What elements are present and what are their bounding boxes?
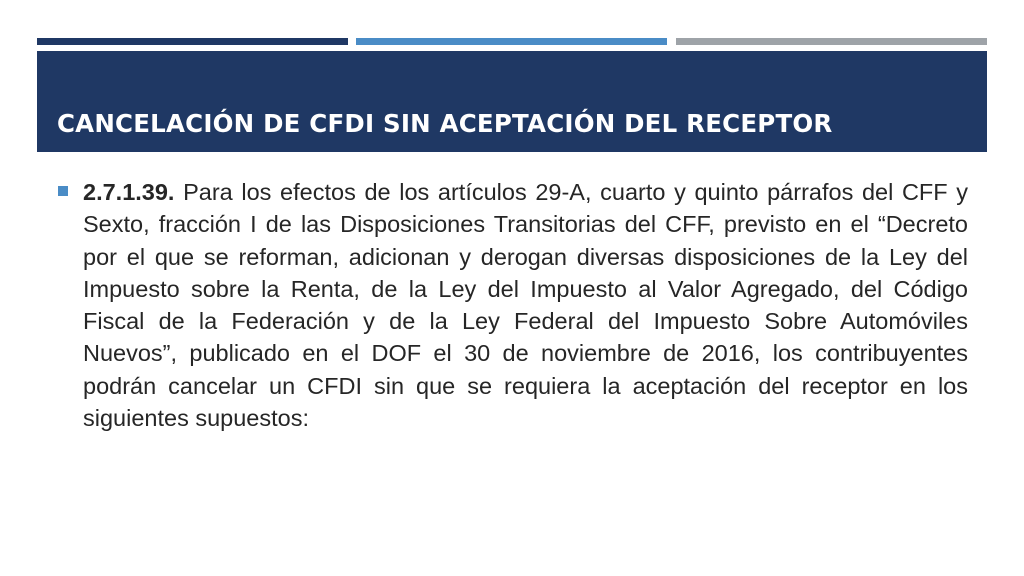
rule-body: Para los efectos de los artículos 29-A, cuarto y quinto párrafos del CFF y Sexto, fracción I de las Disposiciones Transitorias del CFF, previsto en el “Decreto por el que se reforman, adicionan y derogan diversas disposiciones de la Ley del Impuesto sobre la Renta, de la Ley del Impuesto al Valor Agregado, del Código Fiscal de la Federación y de la Ley Federal del Impuesto Sobre Automóviles Nuevos”, publicado en el DOF el 30 de noviembre de 2016, los contribuyentes podrán cancelar un CFDI sin que se requiera la aceptación del receptor en los siguientes supuestos: (83, 179, 969, 432)
accent-bar-blue (356, 38, 667, 45)
slide-content (58, 176, 968, 434)
accent-bar-gray (676, 38, 987, 45)
accent-bar-navy (37, 38, 348, 45)
rule-number: 2.7.1.39. (83, 179, 175, 205)
bullet-text (83, 176, 968, 434)
slide-title: CANCELACIÓN DE CFDI SIN ACEPTACIÓN DEL RECEPTOR (57, 109, 833, 138)
bullet-item (58, 176, 968, 434)
square-bullet-icon (58, 186, 68, 196)
title-band (37, 51, 987, 152)
